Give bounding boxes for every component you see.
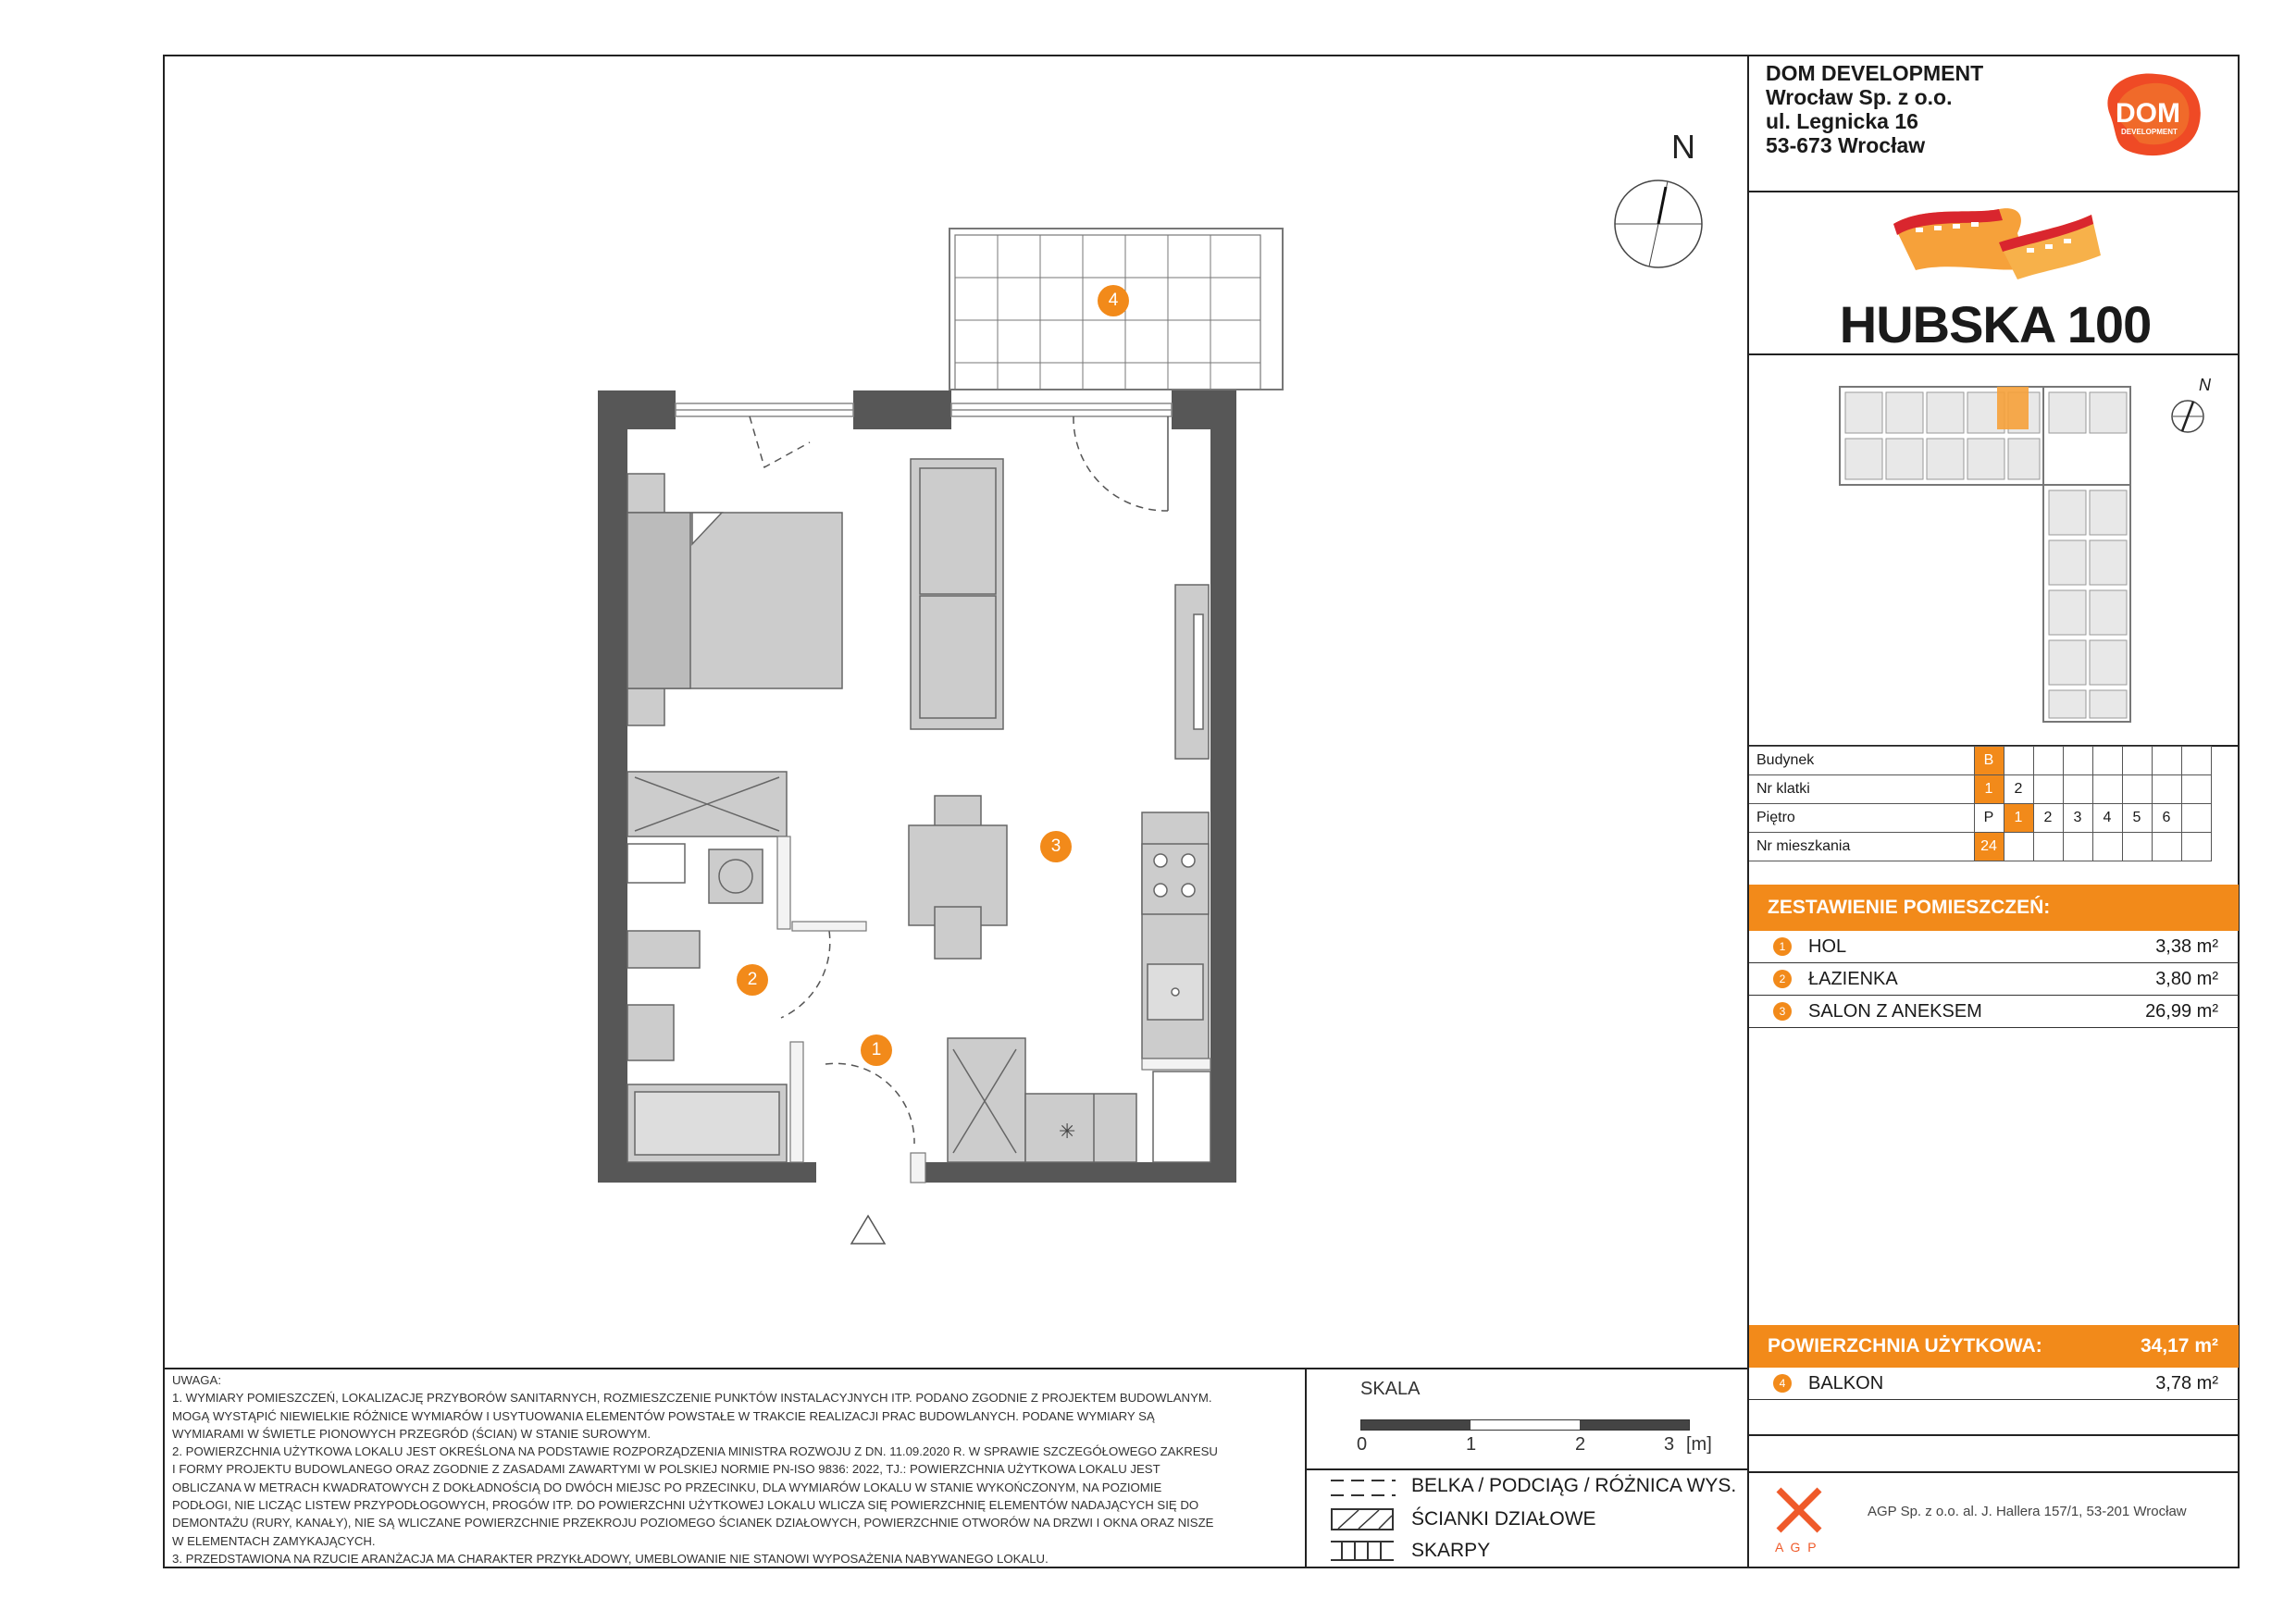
info-cell <box>2152 775 2181 804</box>
info-label: Nr klatki <box>1749 775 1974 804</box>
info-cell <box>2152 747 2181 775</box>
info-cell: 6 <box>2152 804 2181 833</box>
rooms-header <box>1749 885 2239 931</box>
note-line: 1. WYMIARY POMIESZCZEŃ, LOKALIZACJĘ PRZYBORÓW SANITARNYCH, ROZMIESZCZENIE PUNKTÓW INSTALACYJNYCH ITP. PODANO ZGODNIE Z PROJEKTEM BUDOWLANYM. <box>172 1391 1212 1406</box>
key-plan <box>1832 379 2147 731</box>
scale-tick: 1 <box>1466 1434 1477 1455</box>
scale-bar <box>1360 1419 1690 1431</box>
info-cell: 3 <box>2063 804 2092 833</box>
scale-divider <box>1305 1468 1749 1470</box>
legend-beam-label: BELKA / PODCIĄG / RÓŻNICA WYS. <box>1411 1475 1737 1496</box>
plan-badge-bathroom: 2 <box>737 964 768 996</box>
info-cell: 1 <box>1974 775 2004 804</box>
svg-text:✳: ✳ <box>1059 1121 1076 1144</box>
room-area: 26,99 m² <box>2145 1000 2218 1022</box>
company-address: ul. Legnicka 16 <box>1766 109 1918 133</box>
note-line: I FORMY PROJEKTU BUDOWLANEGO ORAZ ZGODNIE Z ZASADAMI ZAWARTYMI W POLSKIEJ NORMIE PN-ISO 9836: 2022, TJ.: POWIERZCHNIA UŻYTKOWA LOKALU JEST <box>172 1462 1160 1477</box>
room-row <box>1749 963 2239 996</box>
scale-tick: 2 <box>1575 1434 1586 1455</box>
film-strip-graphic <box>1888 196 2101 289</box>
scale-tick: 0 <box>1357 1434 1368 1455</box>
info-cell <box>2004 747 2033 775</box>
scale-unit: [m] <box>1686 1434 1712 1455</box>
info-label: Budynek <box>1749 747 1974 775</box>
legend-partition-label: ŚCIANKI DZIAŁOWE <box>1411 1508 1596 1530</box>
empty-row-divider <box>1747 1434 2240 1436</box>
notes-title: UWAGA: <box>172 1373 221 1387</box>
note-line: OBLICZANA W METRACH KWADRATOWYCH Z DOKŁADNOŚCIĄ DO DWÓCH MIEJSC PO PRZECINKU, DLA WYMIARÓW LOKALU W STANIE WYKOŃCZONYM, NA POZIOMIE <box>172 1480 1162 1494</box>
company-name: DOM DEVELOPMENT <box>1766 61 1984 85</box>
key-plan-compass <box>2171 389 2208 439</box>
info-cell: 4 <box>2092 804 2122 833</box>
company-logo <box>2091 68 2208 161</box>
room-row <box>1749 931 2239 963</box>
room-badge: 2 <box>1773 970 1792 988</box>
project-title: HUBSKA 100 <box>1839 295 2152 353</box>
floor-plan <box>592 222 1296 1144</box>
room-name: SALON Z ANEKSEM <box>1808 1000 1982 1022</box>
room-area: 3,80 m² <box>2155 968 2218 989</box>
info-cell: 5 <box>2122 804 2152 833</box>
info-cell <box>2063 775 2092 804</box>
company-line2: Wrocław Sp. z o.o. <box>1766 85 1953 109</box>
north-arrow-icon <box>1612 178 1705 270</box>
info-cell <box>2004 833 2033 861</box>
plan-badge-hall: 1 <box>861 1035 892 1066</box>
info-cell <box>2122 775 2152 804</box>
scale-tick: 3 <box>1664 1434 1675 1455</box>
company-city: 53-673 Wrocław <box>1766 133 1926 157</box>
note-line: DEMONTAŻU (RURY, KANAŁY), NIE SĄ WLICZANE POWIERZCHNIE PRZEKROJU POZIOMEGO ŚCIANEK DZIAŁOWYCH, POWIERZCHNIE OTWORÓW NA DRZWI I OKNA ORAZ NISZE <box>172 1516 1214 1530</box>
logo-text-sub: DEVELOPMENT <box>2121 128 2178 136</box>
info-cell: 1 <box>2004 804 2033 833</box>
info-label: Piętro <box>1749 804 1974 833</box>
key-plan-north-label: N <box>2199 376 2211 394</box>
usable-area-value: 34,17 m² <box>2140 1335 2218 1357</box>
info-row <box>1749 747 2211 775</box>
plan-badge-balcony: 4 <box>1098 285 1129 316</box>
agp-logo <box>1773 1484 1825 1558</box>
info-cell <box>2063 747 2092 775</box>
note-line: PODŁOGI, NIE LICZĄC LISTEW PRZYPODŁOGOWYCH, PROGÓW ITP. DO POWIERZCHNI UŻYTKOWEJ LOKALU WLICZA SIĘ POWIERZCHNIĘ ELEMENTÓW NADAJĄCYCH SIĘ DO <box>172 1498 1199 1513</box>
room-name: ŁAZIENKA <box>1808 968 1898 989</box>
scale-title: SKALA <box>1360 1379 1421 1399</box>
info-cell <box>2033 775 2063 804</box>
note-line: 2. POWIERZCHNIA UŻYTKOWA LOKALU JEST OKREŚLONA NA PODSTAWIE ROZPORZĄDZENIA MINISTRA ROZWOJU Z DN. 11.09.2020 R. W SPRAWIE SZCZEGÓŁOWEGO ZAKRESU <box>172 1444 1218 1459</box>
room-area: 3,78 m² <box>2155 1372 2218 1394</box>
info-cell <box>2063 833 2092 861</box>
info-cell: B <box>1974 747 2004 775</box>
info-cell <box>2092 775 2122 804</box>
info-cell: 2 <box>2004 775 2033 804</box>
apartment-info-table <box>1749 746 2212 861</box>
info-row <box>1749 833 2211 861</box>
info-cell: 2 <box>2033 804 2063 833</box>
room-area: 3,38 m² <box>2155 935 2218 957</box>
notes-block <box>172 1371 1301 1567</box>
info-cell: 24 <box>1974 833 2004 861</box>
note-line: 3. PRZEDSTAWIONA NA RZUCIE ARANŻACJA MA CHARAKTER PRZYKŁADOWY, UMEBLOWANIE NIE STANOWI WYPOSAŻENIA NABYWANEGO LOKALU. <box>172 1551 1049 1566</box>
legend-reveal-label: SKARPY <box>1411 1540 1491 1561</box>
company-divider <box>1747 191 2240 192</box>
company-block <box>1766 61 1983 157</box>
info-cell <box>2092 833 2122 861</box>
info-row <box>1749 804 2211 833</box>
info-cell <box>2152 833 2181 861</box>
legend-beam-symbol <box>1331 1477 1396 1504</box>
balcony-row <box>1749 1368 2239 1400</box>
info-row <box>1749 775 2211 804</box>
north-label: N <box>1671 128 1695 166</box>
info-cell <box>2033 747 2063 775</box>
plan-badge-living-room: 3 <box>1040 831 1072 862</box>
room-name: HOL <box>1808 935 1847 957</box>
room-row <box>1749 996 2239 1028</box>
info-cell <box>2122 747 2152 775</box>
architect-divider <box>1747 1471 2240 1473</box>
info-label: Nr mieszkania <box>1749 833 1974 861</box>
room-badge: 4 <box>1773 1374 1792 1393</box>
usable-area-header <box>1749 1325 2239 1368</box>
room-name: BALKON <box>1808 1372 1884 1394</box>
note-line: WYMIARAMI W ŚWIETLE PIONOWYCH PRZEGRÓD (ŚCIAN) W STANIE SUROWYM. <box>172 1426 652 1441</box>
rooms-header-label: ZESTAWIENIE POMIESZCZEŃ: <box>1768 897 2051 918</box>
info-cell <box>2181 833 2211 861</box>
info-cell <box>2122 833 2152 861</box>
info-cell <box>2181 747 2211 775</box>
notes-divider <box>163 1368 1749 1369</box>
info-cell <box>2181 804 2211 833</box>
logo-text-main: DOM <box>2116 98 2180 129</box>
info-cell: P <box>1974 804 2004 833</box>
legend-reveal-symbol <box>1331 1540 1394 1567</box>
note-line: W ELEMENTACH ZAMYKAJĄCYCH. <box>172 1533 376 1548</box>
info-cell <box>2092 747 2122 775</box>
legend-partition-symbol <box>1331 1508 1394 1535</box>
key-plan-highlight <box>1997 387 2029 429</box>
room-badge: 3 <box>1773 1002 1792 1021</box>
room-badge: 1 <box>1773 937 1792 956</box>
usable-area-label: POWIERZCHNIA UŻYTKOWA: <box>1768 1335 2042 1357</box>
note-line: MOGĄ WYSTĄPIĆ NIEWIELKIE RÓŻNICE WYMIARÓW I USYTUOWANIA ELEMENTÓW POWSTAŁE W TRAKCIE REALIZACJI PRAC BUDOWLANYCH. PODANE WYMIARY SĄ <box>172 1408 1155 1423</box>
agp-logo-text: A G P <box>1775 1540 1818 1555</box>
info-cell <box>2033 833 2063 861</box>
architect-address: AGP Sp. z o.o. al. J. Hallera 157/1, 53-201 Wrocław <box>1868 1504 2187 1519</box>
info-cell <box>2181 775 2211 804</box>
